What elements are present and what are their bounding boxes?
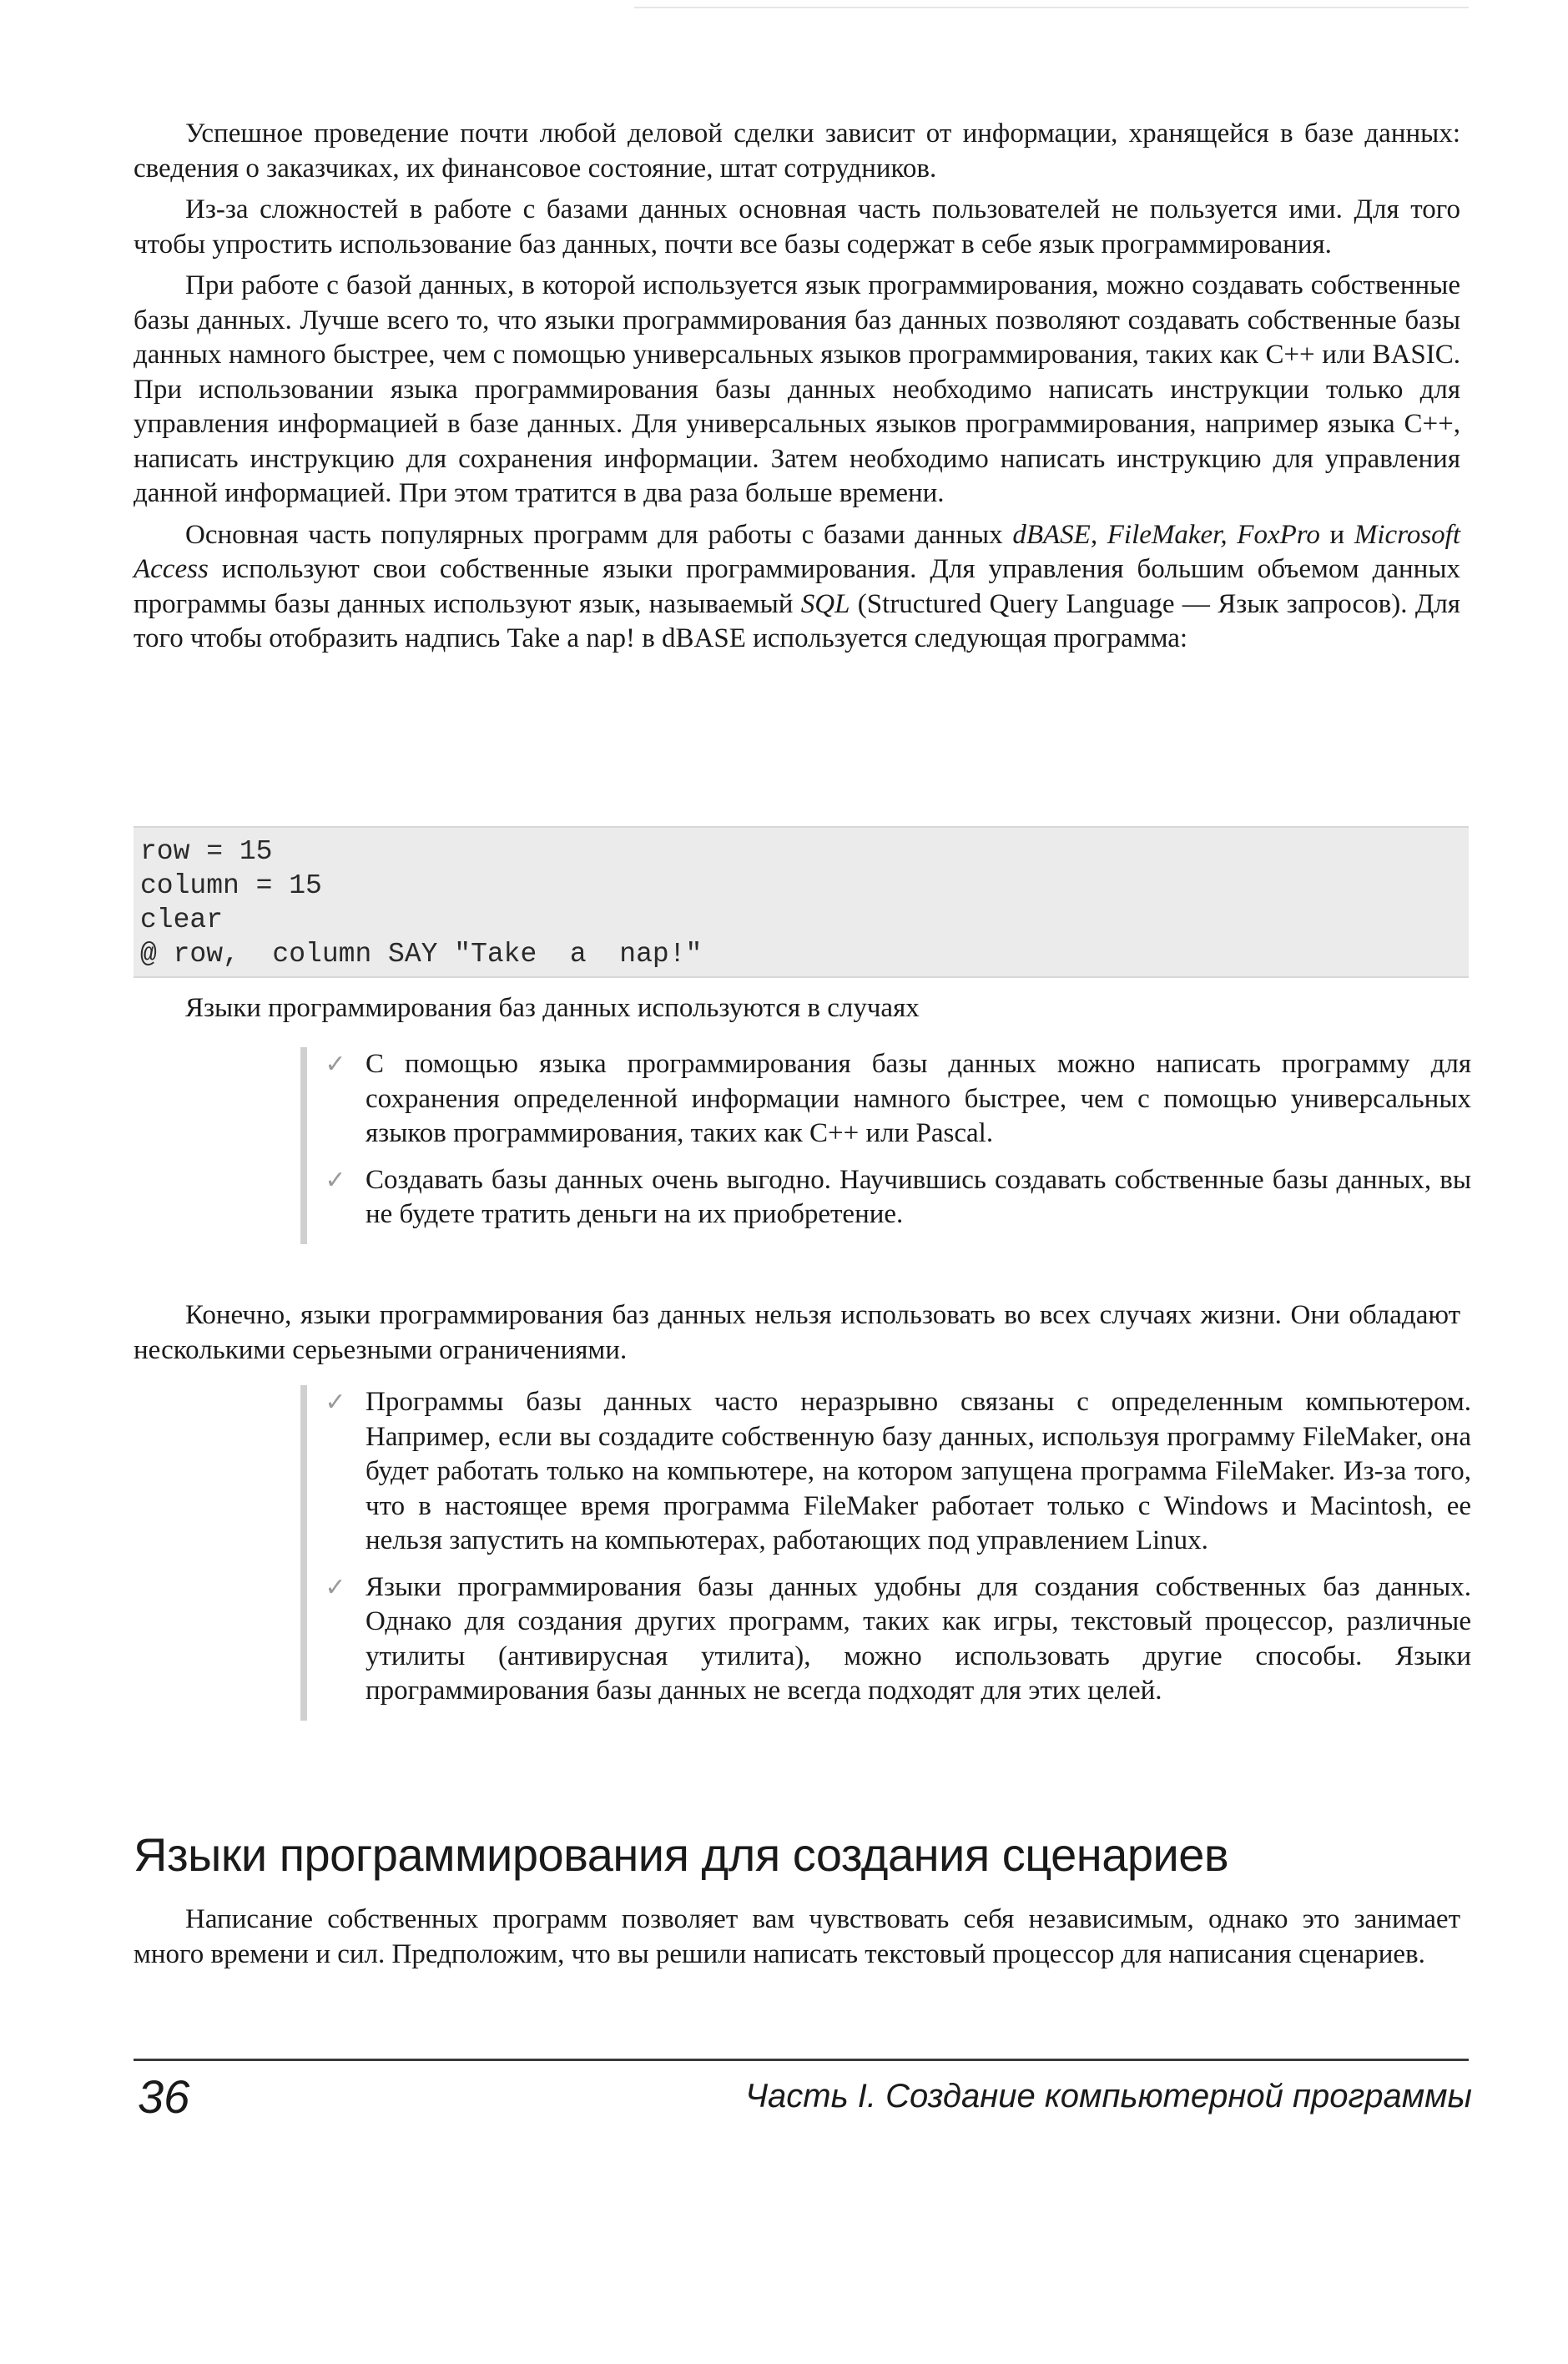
check-icon: ✓: [325, 1572, 346, 1602]
p4-text-b: и: [1319, 519, 1354, 550]
section-paragraph: Написание собственных программ позволяет вам чувствовать себя независимым, однако это занимает много времени и сил. Предположим, что вы решили написать текстовый процессор для написания сценариев.: [134, 1904, 1460, 1969]
list-intro-1-wrap: [134, 991, 1460, 1026]
code-listing: [134, 826, 1469, 978]
code-line: column = 15: [140, 870, 322, 901]
section-body: [134, 1903, 1460, 1972]
list-intro-1: Языки программирования баз данных используются в случаях: [185, 993, 920, 1023]
p4-products-1: dBASE, FileMaker, FoxPro: [1012, 519, 1320, 550]
paragraph-4: [134, 518, 1460, 657]
list-item-text: С помощью языка программирования базы данных можно написать программу для сохранения определенной информации намного быстрее, чем с помощью универсальных языков программирования, таких как C++ или Pascal.: [366, 1049, 1471, 1148]
check-icon: ✓: [325, 1050, 346, 1079]
check-icon: ✓: [325, 1165, 346, 1195]
list-item: [307, 1385, 1471, 1559]
page-number: 36: [138, 2070, 190, 2123]
top-edge-line: [634, 7, 1469, 8]
paragraph-2: Из-за сложностей в работе с базами данных основная часть пользователей не пользуется ими. Для того чтобы упростить использование баз данных, почти все базы содержат в себе язык программирования.: [134, 194, 1460, 260]
section-heading: Языки программирования для создания сценариев: [134, 1828, 1229, 1881]
p4-text-c: используют свои собственные языки программирования. Для управления большим объемом данных программы базы данных используют язык, называемый: [134, 554, 1460, 619]
code-line: clear: [140, 905, 224, 935]
paragraph-1: Успешное проведение почти любой деловой сделки зависит от информации, хранящейся в базе данных: сведения о заказчиках, их финансовое состояние, штат сотрудников.: [134, 118, 1460, 184]
list-item: [307, 1570, 1471, 1709]
list-intro-2: Конечно, языки программирования баз данных нельзя использовать во всех случаях жизни. Они обладают несколькими серьезными ограничениями.: [134, 1300, 1460, 1365]
p4-sql: SQL: [800, 588, 850, 619]
code-line: row = 15: [140, 836, 273, 867]
check-icon: ✓: [325, 1388, 346, 1417]
list-item-text: Создавать базы данных очень выгодно. Научившись создавать собственные базы данных, вы не будете тратить деньги на их приобретение.: [366, 1164, 1471, 1229]
p4-text-d: (Structured Query Language — Язык запросов). Для того чтобы отобразить надпись Take a nap! в dBASE используется следующая программа:: [134, 588, 1460, 653]
footer-rule: [134, 2059, 1469, 2061]
p4-products-2: Microsoft Access: [134, 519, 1460, 584]
list-item-text: Программы базы данных часто неразрывно связаны с определенным компьютером. Например, если вы создадите собственную базу данных, используя программу FileMaker, она будет работать только на компьютере, на котором запущена программа FileMaker. Из-за того, что в настоящее время программа FileMaker работает только с Windows и Macintosh, ее нельзя запустить на компьютерах, работающих под управлением Linux.: [366, 1387, 1471, 1555]
p4-text-a: Основная часть популярных программ для работы с базами данных: [185, 519, 1013, 550]
code-line: @ row, column SAY "Take a nap!": [140, 939, 703, 970]
list-item: [307, 1163, 1471, 1232]
running-head: Часть I. Создание компьютерной программы: [745, 2078, 1472, 2114]
limitations-list: [300, 1385, 1471, 1721]
advantages-list: [300, 1047, 1471, 1244]
list-item: [307, 1047, 1471, 1152]
list-item-text: Языки программирования базы данных удобны для создания собственных баз данных. Однако для создания других программ, таких как игры, текстовый процессор, различные утилиты (антивирусная утилита), можно использовать другие способы. Языки программирования базы данных не всегда подходят для этих целей.: [366, 1571, 1471, 1706]
paragraph-3: При работе с базой данных, в которой используется язык программирования, можно создавать собственные базы данных. Лучше всего то, что языки программирования баз данных позволяют создавать собственные базы данных намного быстрее, чем с помощью универсальных языков программирования, таких как C++ или BASIC. При использовании языка программирования базы данных необходимо написать инструкции только для управления информацией в базе данных. Для универсальных языков программирования, например языка C++, написать инструкцию для сохранения информации. Затем необходимо написать инструкцию для управления данной информацией. При этом тратится в два раза больше времени.: [134, 270, 1460, 508]
body-text-top: [134, 117, 1460, 657]
list-intro-2-wrap: [134, 1298, 1460, 1368]
